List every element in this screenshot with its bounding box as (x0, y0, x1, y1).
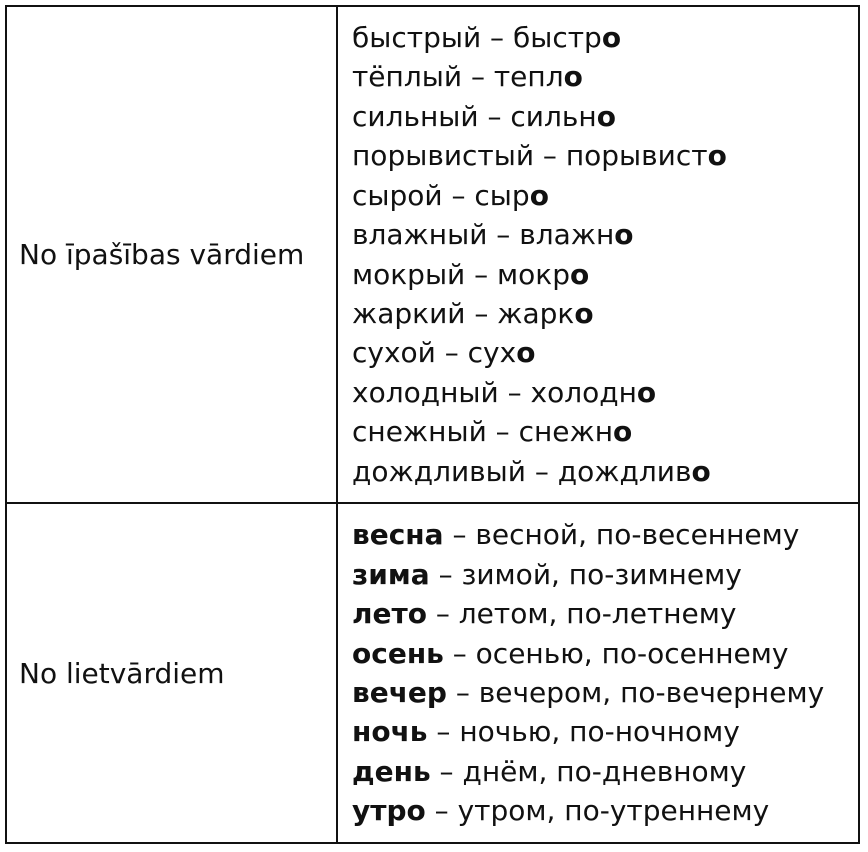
derived-adverbs: – весной, по-весеннему (443, 518, 800, 552)
adverb-ending: о (613, 415, 633, 449)
adjective-line (352, 333, 535, 372)
noun-line (352, 634, 788, 673)
word-pair-base: сухой – сух (352, 336, 517, 370)
noun-line (352, 791, 769, 830)
word-pair-base: порывистый – порывист (352, 139, 708, 173)
noun-line (352, 594, 736, 633)
word-pair-base: сырой – сыр (352, 178, 530, 212)
adjective-line (352, 452, 711, 491)
adverb-ending: о (636, 375, 657, 409)
adjective-line (352, 373, 656, 412)
adjective-line (352, 97, 616, 136)
source-noun: день (352, 754, 431, 788)
word-pair-base: тёплый – тепл (352, 60, 564, 94)
adverb-ending: о (614, 218, 634, 252)
source-noun: весна (352, 518, 444, 552)
noun-line (352, 515, 799, 554)
row-label-adjectives: No īpašības vārdiem (7, 7, 338, 504)
derived-adverbs: – зимой, по-зимнему (429, 557, 742, 591)
adjective-line (352, 18, 621, 57)
adverb-ending: о (569, 257, 590, 291)
source-noun: лето (352, 597, 427, 631)
source-noun: утро (352, 794, 426, 828)
adjective-line (352, 57, 583, 96)
adverb-ending: о (691, 454, 711, 488)
row-label-nouns: No lietvārdiem (7, 504, 338, 842)
derived-adverbs: – днём, по-дневному (430, 754, 747, 788)
derived-adverbs: – вечером, по-вечернему (446, 676, 825, 709)
noun-line (352, 673, 824, 712)
word-formation-table (5, 5, 860, 844)
adjective-line (352, 176, 549, 215)
adjective-line (352, 255, 589, 294)
adjective-line (352, 294, 594, 333)
word-pair-base: холодный – холодн (352, 375, 637, 409)
source-noun: ночь (352, 715, 428, 749)
word-pair-base: влажный – влажн (352, 218, 615, 252)
derived-adverbs: – летом, по-летнему (426, 597, 737, 631)
noun-line (352, 555, 742, 594)
word-pair-base: сильный – сильн (352, 99, 597, 133)
derived-adverbs: – ночью, по-ночному (427, 715, 740, 749)
adjective-line (352, 215, 634, 254)
word-pair-base: дождливый – дождлив (352, 454, 692, 488)
word-pair-base: мокрый – мокр (352, 257, 570, 291)
source-noun: зима (352, 557, 430, 591)
adverb-ending: о (596, 99, 616, 133)
word-pair-base: снежный – снежн (352, 415, 614, 449)
noun-line (352, 712, 740, 751)
adverb-ending: о (563, 60, 583, 94)
adjective-line (352, 136, 727, 175)
adverb-ending: о (516, 336, 536, 370)
word-pair-base: быстрый – быстр (352, 21, 602, 55)
source-noun: вечер (352, 676, 447, 709)
noun-adverb-list (338, 504, 858, 842)
derived-adverbs: – утром, по-утреннему (425, 794, 770, 828)
word-pair-base: жаркий – жарк (352, 296, 575, 330)
adjective-adverb-list (338, 7, 858, 504)
adverb-ending: о (601, 21, 622, 55)
adjective-line (352, 412, 632, 451)
source-noun: осень (352, 636, 444, 670)
adverb-ending: о (529, 178, 549, 212)
noun-line (352, 752, 746, 791)
adverb-ending: о (574, 296, 594, 330)
adverb-ending: о (707, 139, 727, 173)
derived-adverbs: – осенью, по-осеннему (443, 636, 789, 670)
